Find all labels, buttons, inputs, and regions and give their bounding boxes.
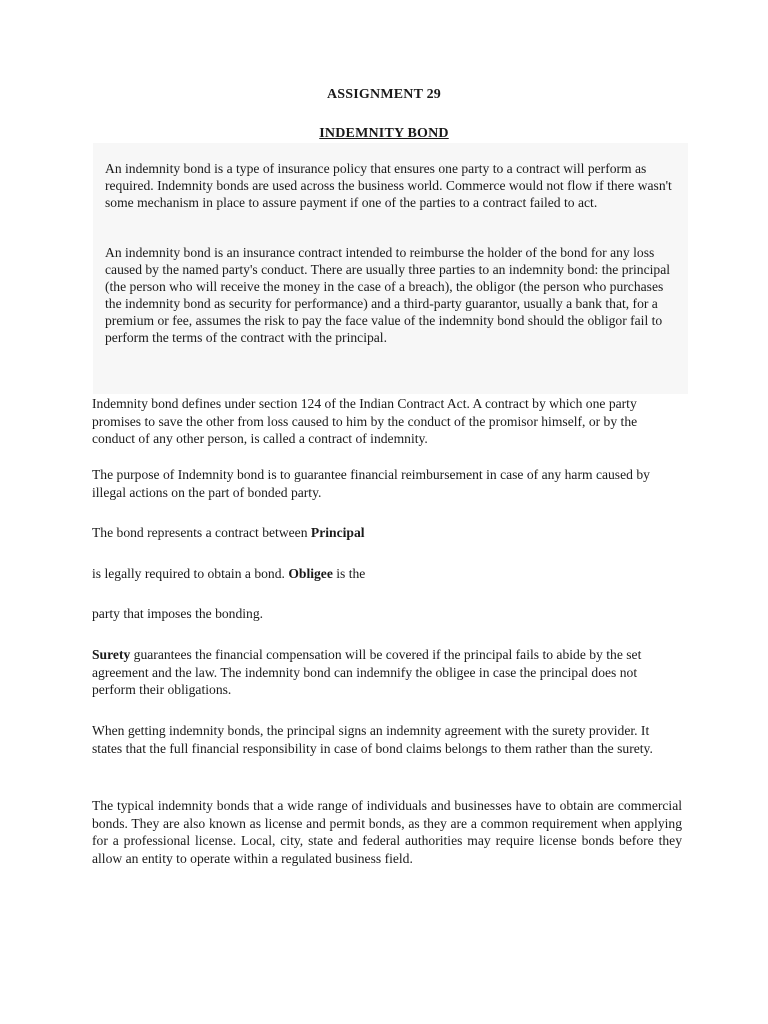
surety-paragraph bbox=[92, 646, 682, 699]
obligee-term: Obligee bbox=[288, 566, 333, 581]
principal-term: Principal bbox=[310, 525, 365, 540]
surety-term: Surety bbox=[92, 647, 131, 662]
typical-bonds-paragraph: The typical indemnity bonds that a wide range of individuals and businesses have to obtain are commercial bonds. They are also known as license and permit bonds, as they are a common requirement when applying for a professional license. Local, city, state and federal authorities may require license bonds before they allow an entity to operate within a regulated business field. bbox=[92, 798, 682, 866]
principal-line bbox=[92, 524, 682, 542]
obligee-line-text: is legally required to obtain a bond. bbox=[92, 566, 289, 581]
purpose-paragraph: The purpose of Indemnity bond is to guarantee financial reimbursement in case of any harm caused by illegal actions on the part of bonded party. bbox=[92, 467, 650, 500]
obligee-line-tail: is the bbox=[332, 566, 366, 581]
getting-bonds-paragraph: When getting indemnity bonds, the principal signs an indemnity agreement with the surety provider. It states that the full financial responsibility in case of bond claims belongs to them rather than the surety. bbox=[92, 723, 653, 756]
topic-title bbox=[0, 126, 768, 142]
surety-paragraph-text: guarantees the financial compensation will be covered if the principal fails to abide by the set agreement and the law. The indemnity bond can indemnify the obligee in case the principal does not perform their obligations. bbox=[92, 647, 642, 697]
shaded-intro-box bbox=[93, 143, 688, 394]
intro-paragraph-1: An indemnity bond is a type of insurance policy that ensures one party to a contract will perform as required. Indemnity bonds are used across the business world. Commerce would not flow if there wasn't some mechanism in place to assure payment if one of the parties to a contract failed to act. bbox=[105, 161, 672, 210]
assignment-title: ASSIGNMENT 29 bbox=[327, 87, 441, 102]
topic-title-text: INDEMNITY BOND bbox=[319, 126, 449, 141]
imposes-line: party that imposes the bonding. bbox=[92, 606, 264, 621]
obligee-line bbox=[92, 565, 682, 583]
principal-line-text: The bond represents a contract between bbox=[92, 525, 311, 540]
intro-paragraph-2: An indemnity bond is an insurance contract intended to reimburse the holder of the bond for any loss caused by the named party's conduct. There are usually three parties to an indemnity bond: the principal (the person who will receive the money in the case of a breach), the obligor (the person who purchases the indemnity bond as security for performance) and a third-party guarantor, usually a bank that, for a premium or fee, assumes the risk to pay the face value of the indemnity bond should the obligor fail to perform the terms of the contract with the principal. bbox=[105, 245, 671, 345]
definition-paragraph: Indemnity bond defines under section 124 of the Indian Contract Act. A contract by which one party promises to save the other from loss caused to him by the conduct of the promisor himself, or by the conduct of any other person, is called a contract of indemnity. bbox=[92, 396, 638, 446]
